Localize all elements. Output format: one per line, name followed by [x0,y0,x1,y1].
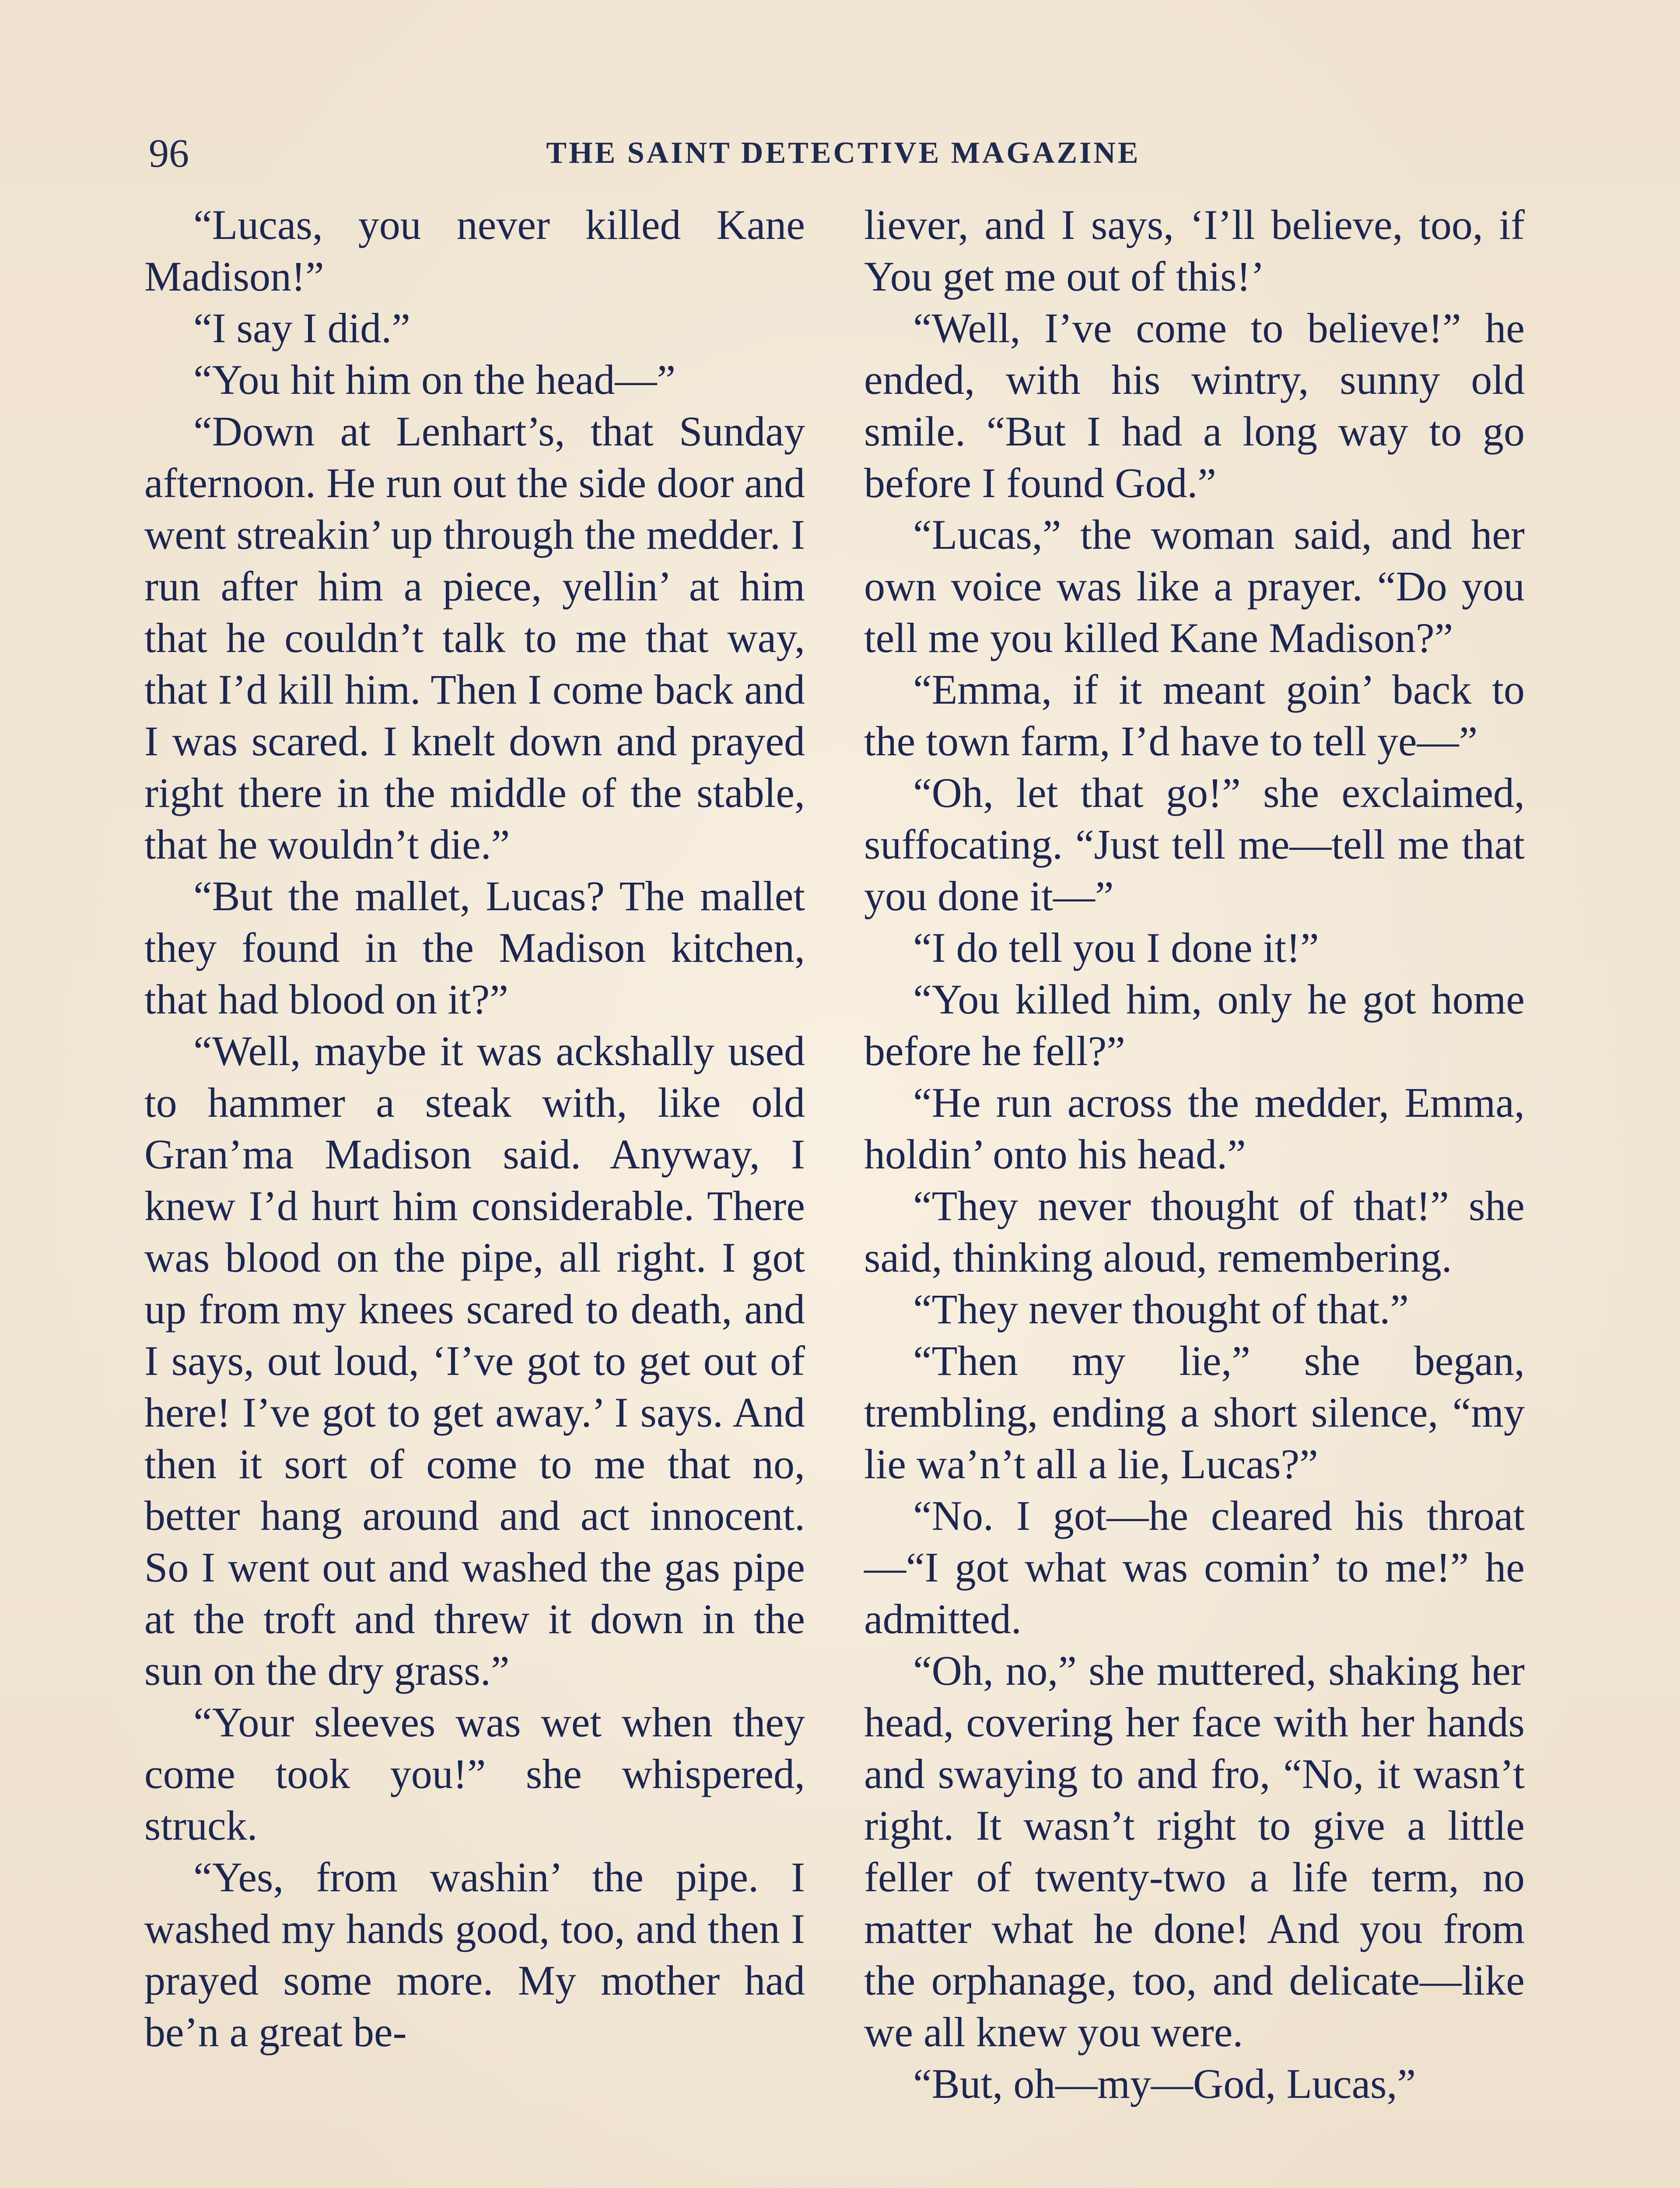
paragraph: “Your sleeves was wet when they come took you!” she whispered, struck. [144,1699,805,1849]
paragraph: “Well, maybe it was ackshally used to hammer a steak with, like old Gran’ma Madison said. Anyway, I knew I’d hurt him considerable. There was blood on the pipe, all right. I got up from my knees scared to death, and I says, out loud, ‘I’ve got to get out of here! I’ve got to get away.’ I says. And then it sort of come to me that no, better hang around and act innocent. So I went out and washed the gas pipe at the troft and threw it down in the sun on the dry grass.” [144,1027,805,1694]
left-text-column [144,199,805,2058]
paragraph: “Oh, no,” she muttered, shaking her head, covering her face with her hands and swaying to and fro, “No, it wasn’t right. It wasn’t right to give a little feller of twenty-two a life term, no matter what he done! And you from the orphanage, too, and delicate—like we all knew you were. [864,1647,1525,2055]
paragraph-continuation: liever, and I says, ‘I’ll believe, too, if You get me out of this!’ [864,201,1525,300]
paragraph: “No. I got—he cleared his throat—“I got what was comin’ to me!” he admitted. [864,1492,1525,1642]
paragraph: “You killed him, only he got home before he fell?” [864,976,1525,1074]
paragraph: “Lucas,” the woman said, and her own voice was like a prayer. “Do you tell me you killed Kane Madison?” [864,511,1525,661]
paragraph: “Emma, if it meant goin’ back to the town farm, I’d have to tell ye—” [864,666,1525,764]
page-number: 96 [149,131,189,175]
paragraph: “He run across the medder, Emma, holdin’ onto his head.” [864,1079,1525,1178]
magazine-title: THE SAINT DETECTIVE MAGAZINE [546,136,1141,170]
paragraph: “But, oh—my—God, Lucas,” [913,2060,1416,2107]
paragraph: “I say I did.” [193,305,410,351]
paragraph: “They never thought of that!” she said, thinking aloud, remembering. [864,1182,1525,1281]
paragraph: “They never thought of that.” [913,1286,1409,1332]
running-head [149,129,1538,177]
paragraph: “Well, I’ve come to believe!” he ended, with his wintry, sunny old smile. “But I had a long way to go before I found God.” [864,305,1525,506]
right-text-column [864,199,1525,2110]
paragraph: “Then my lie,” she began, trembling, ending a short silence, “my lie wa’n’t all a lie, Lucas?” [864,1337,1525,1487]
paragraph: “You hit him on the head—” [193,356,676,403]
paragraph: “But the mallet, Lucas? The mallet they found in the Madison kitchen, that had blood on it?” [144,873,805,1023]
paragraph: “Down at Lenhart’s, that Sunday afternoon. He run out the side door and went streakin’ up through the medder. I run after him a piece, yellin’ at him that he couldn’t talk to me that way, that I’d kill him. Then I come back and I was scared. I knelt down and prayed right there in the middle of the stable, that he wouldn’t die.” [144,408,805,868]
paragraph: “Lucas, you never killed Kane Madison!” [144,201,805,300]
paragraph: “Yes, from washin’ the pipe. I washed my hands good, too, and then I prayed some more. My mother had be’n a great be- [144,1854,805,2055]
paragraph: “Oh, let that go!” she exclaimed, suffocating. “Just tell me—tell me that you done it—” [864,769,1525,919]
paragraph: “I do tell you I done it!” [913,924,1319,971]
